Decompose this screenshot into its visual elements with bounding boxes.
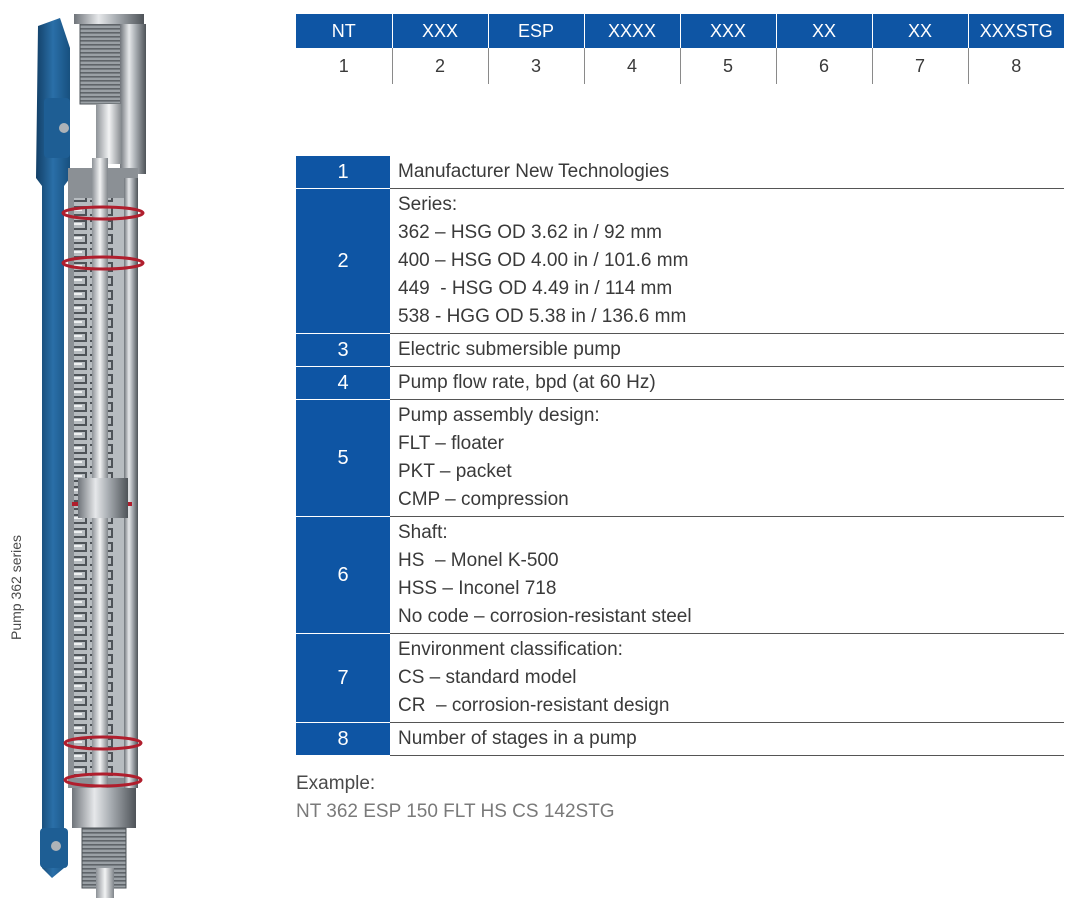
description-line: Pump assembly design: (398, 405, 600, 426)
code-segment: XXXX (584, 14, 680, 48)
row-description (390, 400, 1064, 516)
description-row (296, 634, 1064, 723)
description-row (296, 156, 1064, 189)
example-code: NT 362 ESP 150 FLT HS CS 142STG (296, 801, 615, 822)
code-position: 7 (872, 48, 968, 84)
row-number: 5 (296, 400, 390, 517)
description-line: Shaft: (398, 522, 448, 543)
description-table (296, 156, 1064, 756)
description-line: 362 – HSG OD 3.62 in / 92 mm (398, 222, 663, 243)
description-line: Manufacturer New Technologies (398, 161, 670, 182)
code-position: 5 (680, 48, 776, 84)
description-line: No code – corrosion-resistant steel (398, 606, 692, 627)
description-line: Series: (398, 194, 458, 215)
code-position: 8 (968, 48, 1064, 84)
description-row (296, 517, 1064, 634)
description-line: CS – standard model (398, 667, 577, 688)
code-segment: XX (776, 14, 872, 48)
description-line: Environment classification: (398, 639, 623, 660)
code-segment: NT (296, 14, 392, 48)
row-number: 6 (296, 517, 390, 634)
description-line: HS – Monel K-500 (398, 550, 559, 571)
code-header-table (296, 14, 1064, 84)
row-description (390, 334, 1064, 366)
code-position: 2 (392, 48, 488, 84)
description-row (296, 367, 1064, 400)
description-line: PKT – packet (398, 461, 512, 482)
code-segment: XX (872, 14, 968, 48)
row-description (390, 189, 1064, 333)
code-segment: XXXSTG (968, 14, 1064, 48)
code-position-row (296, 48, 1064, 84)
code-header-row (296, 14, 1064, 48)
code-segment: ESP (488, 14, 584, 48)
description-row (296, 334, 1064, 367)
description-line: CMP – compression (398, 489, 569, 510)
code-segment: XXX (680, 14, 776, 48)
description-line: 449 - HSG OD 4.49 in / 114 mm (398, 278, 673, 299)
code-segment: XXX (392, 14, 488, 48)
row-description (390, 634, 1064, 722)
description-line: Pump flow rate, bpd (at 60 Hz) (398, 372, 656, 393)
description-line: HSS – Inconel 718 (398, 578, 557, 599)
row-description (390, 517, 1064, 633)
description-line: 400 – HSG OD 4.00 in / 101.6 mm (398, 250, 689, 271)
description-row (296, 723, 1064, 756)
description-line: FLT – floater (398, 433, 504, 454)
example-label: Example: (296, 773, 376, 794)
row-description (390, 723, 1064, 755)
row-number: 7 (296, 634, 390, 723)
row-number: 8 (296, 723, 390, 756)
description-row (296, 189, 1064, 334)
row-number: 4 (296, 367, 390, 400)
description-line: CR – corrosion-resistant design (398, 695, 670, 716)
example-block (296, 770, 615, 826)
row-description (390, 156, 1064, 188)
code-position: 6 (776, 48, 872, 84)
row-description (390, 367, 1064, 399)
description-line: Number of stages in a pump (398, 728, 637, 749)
description-row (296, 400, 1064, 517)
row-number: 3 (296, 334, 390, 367)
code-position: 3 (488, 48, 584, 84)
row-number: 1 (296, 156, 390, 189)
pump-cutaway-illustration (28, 8, 178, 903)
description-line: 538 - HGG OD 5.38 in / 136.6 mm (398, 306, 687, 327)
side-caption: Pump 362 series (8, 534, 24, 640)
description-line: Electric submersible pump (398, 339, 621, 360)
code-position: 4 (584, 48, 680, 84)
code-position: 1 (338, 55, 349, 76)
row-number: 2 (296, 189, 390, 334)
